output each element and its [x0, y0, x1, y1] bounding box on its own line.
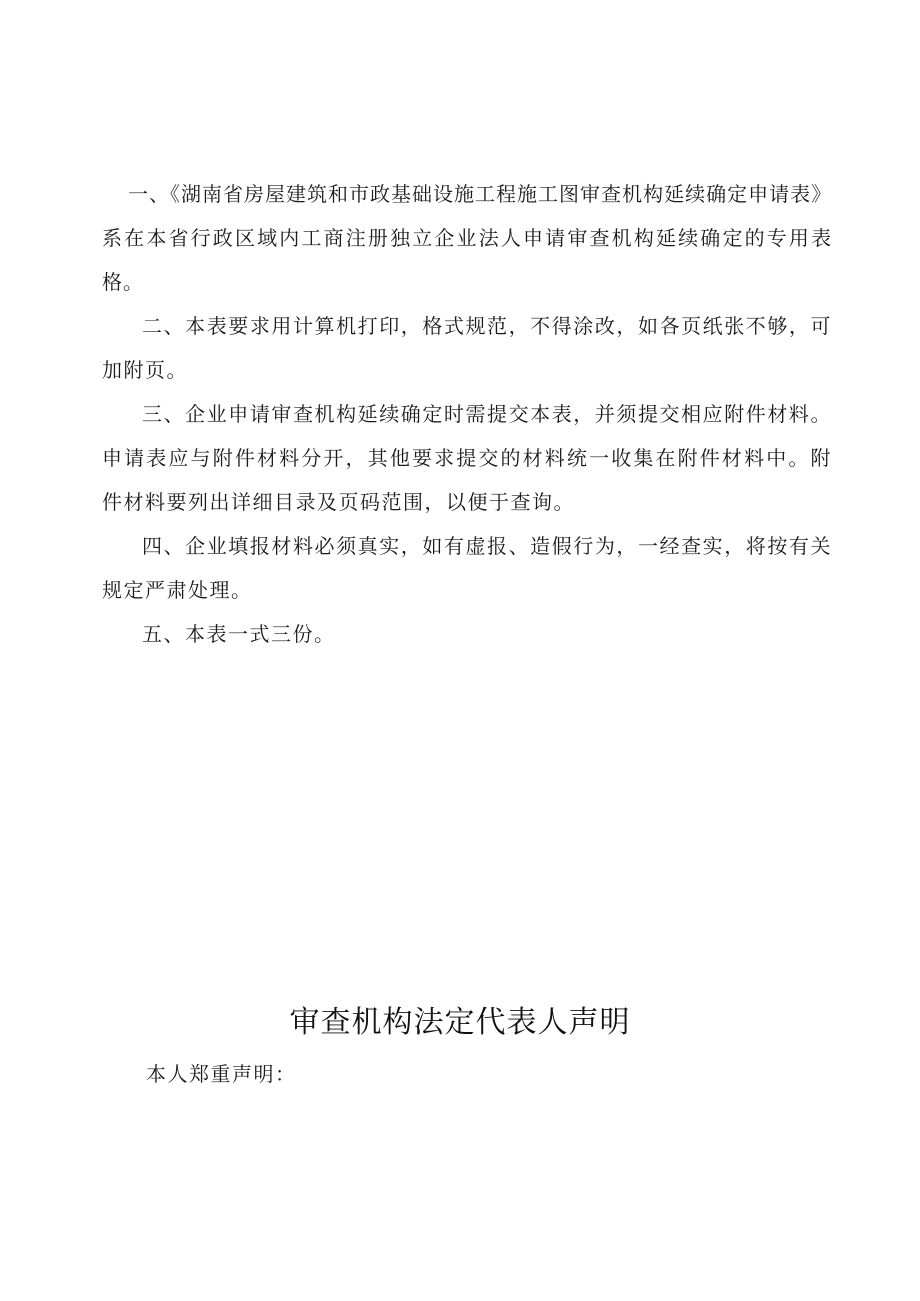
- instruction-item-4: 四、企业填报材料必须真实，如有虚报、造假行为，一经查实，将按有关规定严肃处理。: [102, 534, 832, 602]
- instructions-section: [102, 172, 832, 656]
- declaration-lead: 本人郑重声明：: [146, 1062, 297, 1086]
- instruction-item-2: 二、本表要求用计算机打印，格式规范，不得涂改，如各页纸张不够，可加附页。: [102, 314, 832, 382]
- instruction-item-5: 五、本表一式三份。: [142, 622, 336, 646]
- declaration-title: 审查机构法定代表人声明: [289, 1005, 631, 1040]
- instruction-item-3: 三、企业申请审查机构延续确定时需提交本表，并须提交相应附件材料。申请表应与附件材料分开，其他要求提交的材料统一收集在附件材料中。附件材料要列出详细目录及页码范围，以便于查询。: [102, 402, 832, 514]
- instruction-item-1: 一、《湖南省房屋建筑和市政基础设施工程施工图审查机构延续确定申请表》系在本省行政区域内工商注册独立企业法人申请审查机构延续确定的专用表格。: [102, 182, 832, 294]
